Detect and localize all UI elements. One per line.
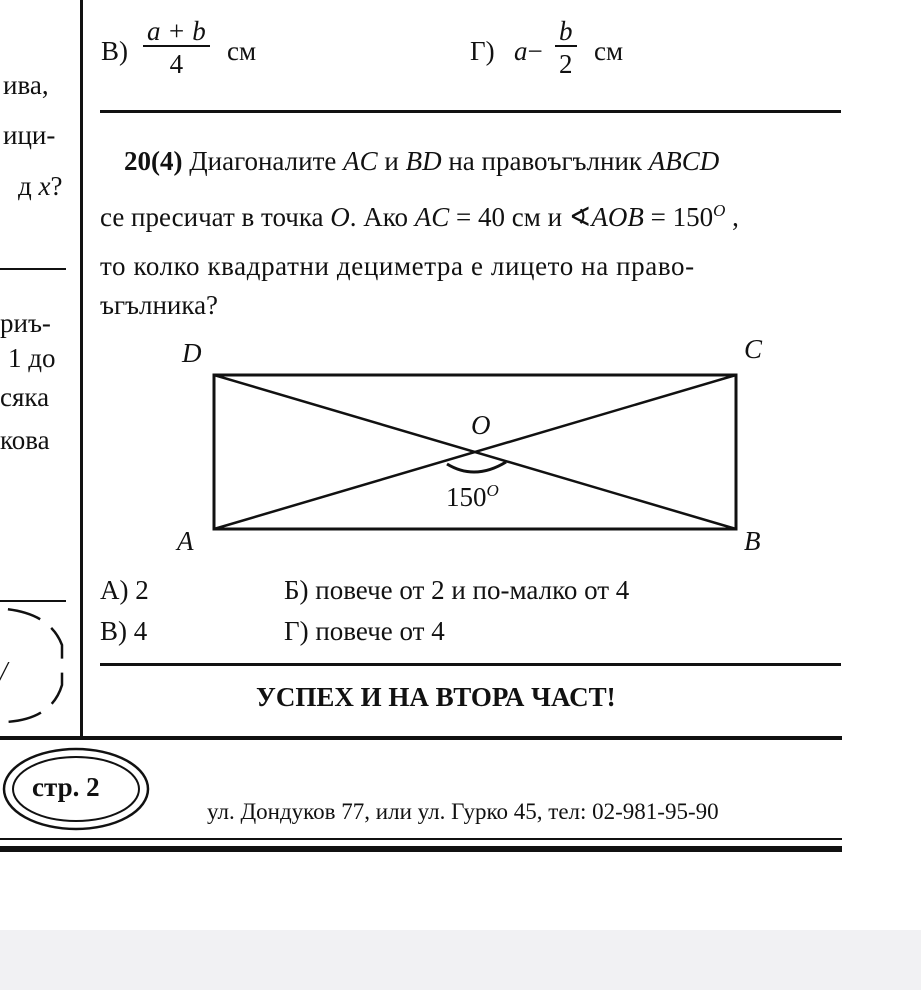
left-text-line: риъ- bbox=[0, 308, 51, 338]
closing-message: УСПЕХ И НА ВТОРА ЧАСТ! bbox=[256, 682, 616, 712]
vertex-label-o: O bbox=[471, 410, 491, 440]
left-text-line: д x? bbox=[18, 171, 63, 201]
section-separator bbox=[100, 663, 841, 666]
answer-g: Г) повече от 4 bbox=[284, 616, 445, 646]
answer-a: А) 2 bbox=[100, 575, 149, 605]
section-separator bbox=[100, 110, 841, 113]
q20-line-1: 20(4) Диагоналите AC и BD на правоъгълник ABCD bbox=[124, 146, 720, 176]
q19-fraction-v: $\frac{a + b}{4}$ bbox=[143, 18, 210, 78]
vertex-label-c: C bbox=[744, 334, 763, 364]
q19-fraction-g: $\frac{b}{2}$ bbox=[555, 18, 577, 78]
rectangle-figure bbox=[0, 330, 921, 560]
footer-rule-bottom bbox=[0, 838, 842, 840]
vertex-label-a: A bbox=[177, 526, 194, 556]
vertex-label-b: B bbox=[744, 526, 761, 556]
q19-option-v-label: В) bbox=[101, 36, 128, 66]
q20-line-3: то колко квадратни дециметра е лицето на право- bbox=[100, 251, 695, 281]
footer-rule-top bbox=[0, 736, 842, 740]
q19-option-g-expr: a− bbox=[514, 36, 543, 66]
q19-unit-g: см bbox=[594, 36, 624, 66]
answer-v: В) 4 bbox=[100, 616, 148, 646]
page-number: стр. 2 bbox=[32, 772, 100, 802]
oval-mark: / bbox=[0, 656, 8, 686]
q20-line-4: ъгълника? bbox=[100, 290, 219, 320]
vertex-label-d: D bbox=[182, 338, 202, 368]
dashed-oval bbox=[0, 600, 80, 730]
left-text-line: кова bbox=[0, 425, 50, 455]
left-text-line: сяка bbox=[0, 382, 50, 412]
angle-label: $150^O$ bbox=[446, 481, 499, 512]
answer-b: Б) повече от 2 и по-малко от 4 bbox=[284, 575, 630, 605]
q19-option-g-label: Г) bbox=[470, 36, 495, 66]
footer-rule-bottom-thick bbox=[0, 846, 842, 852]
left-text-line: 1 до bbox=[8, 343, 56, 373]
bottom-margin bbox=[0, 930, 921, 990]
left-text-line: ива, bbox=[3, 70, 49, 100]
q20-line-2: се пресичат в точка O. Ако AC = 40 см и ∢AOB = $150^O$ , bbox=[100, 201, 739, 232]
left-separator bbox=[0, 268, 66, 270]
footer-address: ул. Дондуков 77, или ул. Гурко 45, тел: 02-981-95-90 bbox=[207, 799, 719, 824]
left-text-line: ици- bbox=[3, 120, 56, 150]
q19-unit-v: см bbox=[227, 36, 257, 66]
